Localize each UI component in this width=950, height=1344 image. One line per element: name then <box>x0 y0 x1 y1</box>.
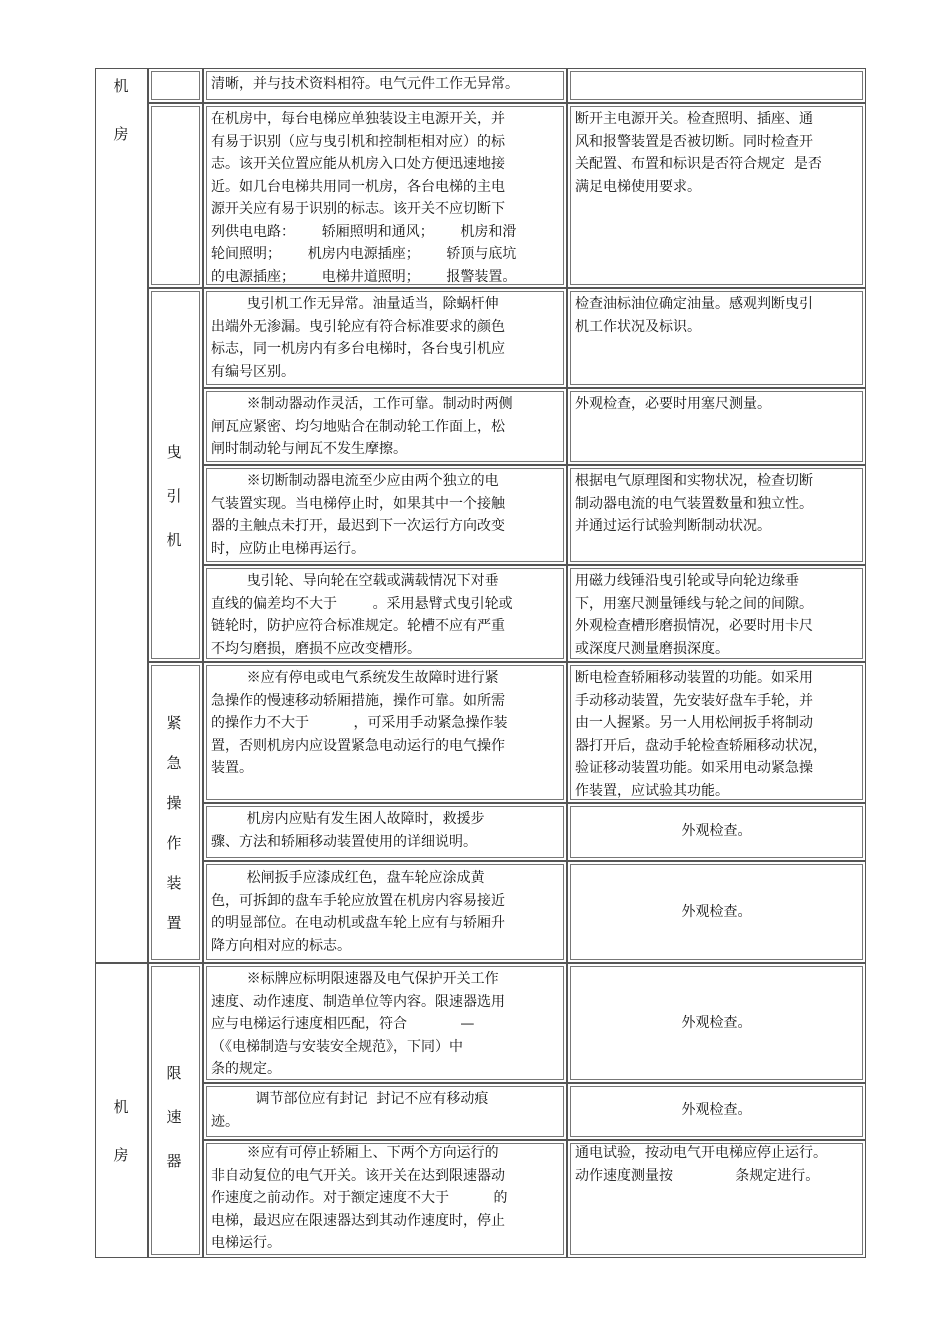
req-text-10: 调节部位应有封记 封记不应有移动痕 迹。 <box>211 1091 489 1130</box>
req-text-5: 曳引轮、导向轮在空载或满载情况下对垂 直线的偏差均不大于 。采用悬臂式曳引轮或 链轮时，防护应符合标准规定。轮槽不应有严重 不均匀磨损，磨损不应改变槽形。 <box>211 573 513 657</box>
method-text-6: 断电检查轿厢移动装置的功能。如采用 手动移动装置，先安装好盘车手轮，并 由一人握紧。另一人用松闸扳手将制动 器打开后，盘动手轮检查轿厢移动状况， 验证移动装置功能。如采用电动紧急操 作装置，应试验其功能。 <box>575 670 827 799</box>
method-text-7: 外观检查。 <box>681 823 752 839</box>
req-text-4: ※切断制动器电流至少应由两个独立的电 气装置实现。当电梯停止时，如果其中一个接触 器的主触点未打开，最迟到下一次运行方向改变 时，应防止电梯再运行。 <box>211 473 505 557</box>
req-text-7: 机房内应贴有发生困人故障时，救援步 骤、方法和轿厢移动装置使用的详细说明。 <box>211 811 485 850</box>
inspection-table <box>95 68 866 1258</box>
traction-label: 曳 引 机 <box>166 443 182 549</box>
sub-cell-blank-1 <box>148 68 203 103</box>
method-text-2: 检查油标油位确定油量。感观判断曳引 机工作状况及标识。 <box>575 296 813 335</box>
method-text-8: 外观检查。 <box>681 904 752 920</box>
sub-cell-blank-2 <box>148 103 203 288</box>
req-text-11: ※应有可停止轿厢上、下两个方向运行的 非自动复位的电气开关。该开关在达到限速器动 作速度之前动作。对于额定速度不大于 的 电梯，最迟应在限速器达到其动作速度时，停止 电梯运行。 <box>211 1145 508 1251</box>
group-label-1: 机 房 <box>113 77 129 143</box>
req-text-1: 在机房中，每台电梯应单独装设主电源开关，并 有易于识别（应与曳引机和控制柜相对应）的标 志。该开关位置应能从机房入口处方便迅速地接 近。如几台电梯共用同一机房，各台电梯的主电 源开关应有易于识别的标志。该开关不应切断下 列供电电路： 轿厢照明和通风； 机房和滑 轮间照明； 机房内电源插座； 轿顶与底坑 的电源插座； 电梯井道照明； 报警装置。 <box>211 111 517 285</box>
req-text-9: ※标牌应标明限速器及电气保护开关工作 速度、动作速度、制造单位等内容。限速器选用 应与电梯运行速度相匹配，符合 — （《电梯制造与安装安全规范》，下同）中 条的规定。 <box>211 971 505 1077</box>
method-text-9: 外观检查。 <box>681 1015 752 1031</box>
governor-label: 限 速 器 <box>166 1064 182 1170</box>
group-cell-1 <box>95 68 148 963</box>
method-text-1: 断开主电源开关。检查照明、插座、通 风和报警装置是否被切断。同时检查开 关配置、布置和标识是否符合规定 是否 满足电梯使用要求。 <box>575 111 822 195</box>
req-text-8: 松闸扳手应漆成红色，盘车轮应涂成黄 色，可拆卸的盘车手轮应放置在机房内容易接近 的明显部位。在电动机或盘车轮上应有与轿厢升 降方向相对应的标志。 <box>211 870 505 954</box>
method-text-5: 用磁力线锤沿曳引轮或导向轮边缘垂 下，用塞尺测量锤线与轮之间的间隙。 外观检查槽形磨损情况，必要时用卡尺 或深度尺测量磨损深度。 <box>575 573 813 657</box>
emergency-label: 紧 急 操 作 装 置 <box>166 714 182 932</box>
req-text-0: 清晰，并与技术资料相符。电气元件工作无异常。 <box>211 76 519 92</box>
method-text-11: 通电试验，按动电气开电梯应停止运行。 动作速度测量按 条规定进行。 <box>575 1145 827 1184</box>
group-label-2: 机 房 <box>113 1098 129 1164</box>
method-cell-0 <box>567 68 866 103</box>
req-text-6: ※应有停电或电气系统发生故障时进行紧 急操作的慢速移动轿厢措施，操作可靠。如所需 的操作力不大于 ，可采用手动紧急操作装 置，否则机房内应设置紧急电动运行的电气操作 装置。 <box>211 670 508 776</box>
method-text-3: 外观检查，必要时用塞尺测量。 <box>575 396 771 412</box>
method-text-4: 根据电气原理图和实物状况，检查切断 制动器电流的电气装置数量和独立性。 并通过运行试验判断制动状况。 <box>575 473 813 534</box>
method-text-10: 外观检查。 <box>681 1102 752 1118</box>
req-text-3: ※制动器动作灵活，工作可靠。制动时两侧 闸瓦应紧密、均匀地贴合在制动轮工作面上，松 闸时制动轮与闸瓦不发生摩擦。 <box>211 396 513 457</box>
req-text-2: 曳引机工作无异常。油量适当，除蜗杆伸 出端外无渗漏。曳引轮应有符合标准要求的颜色 标志，同一机房内有多台电梯时，各台曳引机应 有编号区别。 <box>211 296 505 380</box>
